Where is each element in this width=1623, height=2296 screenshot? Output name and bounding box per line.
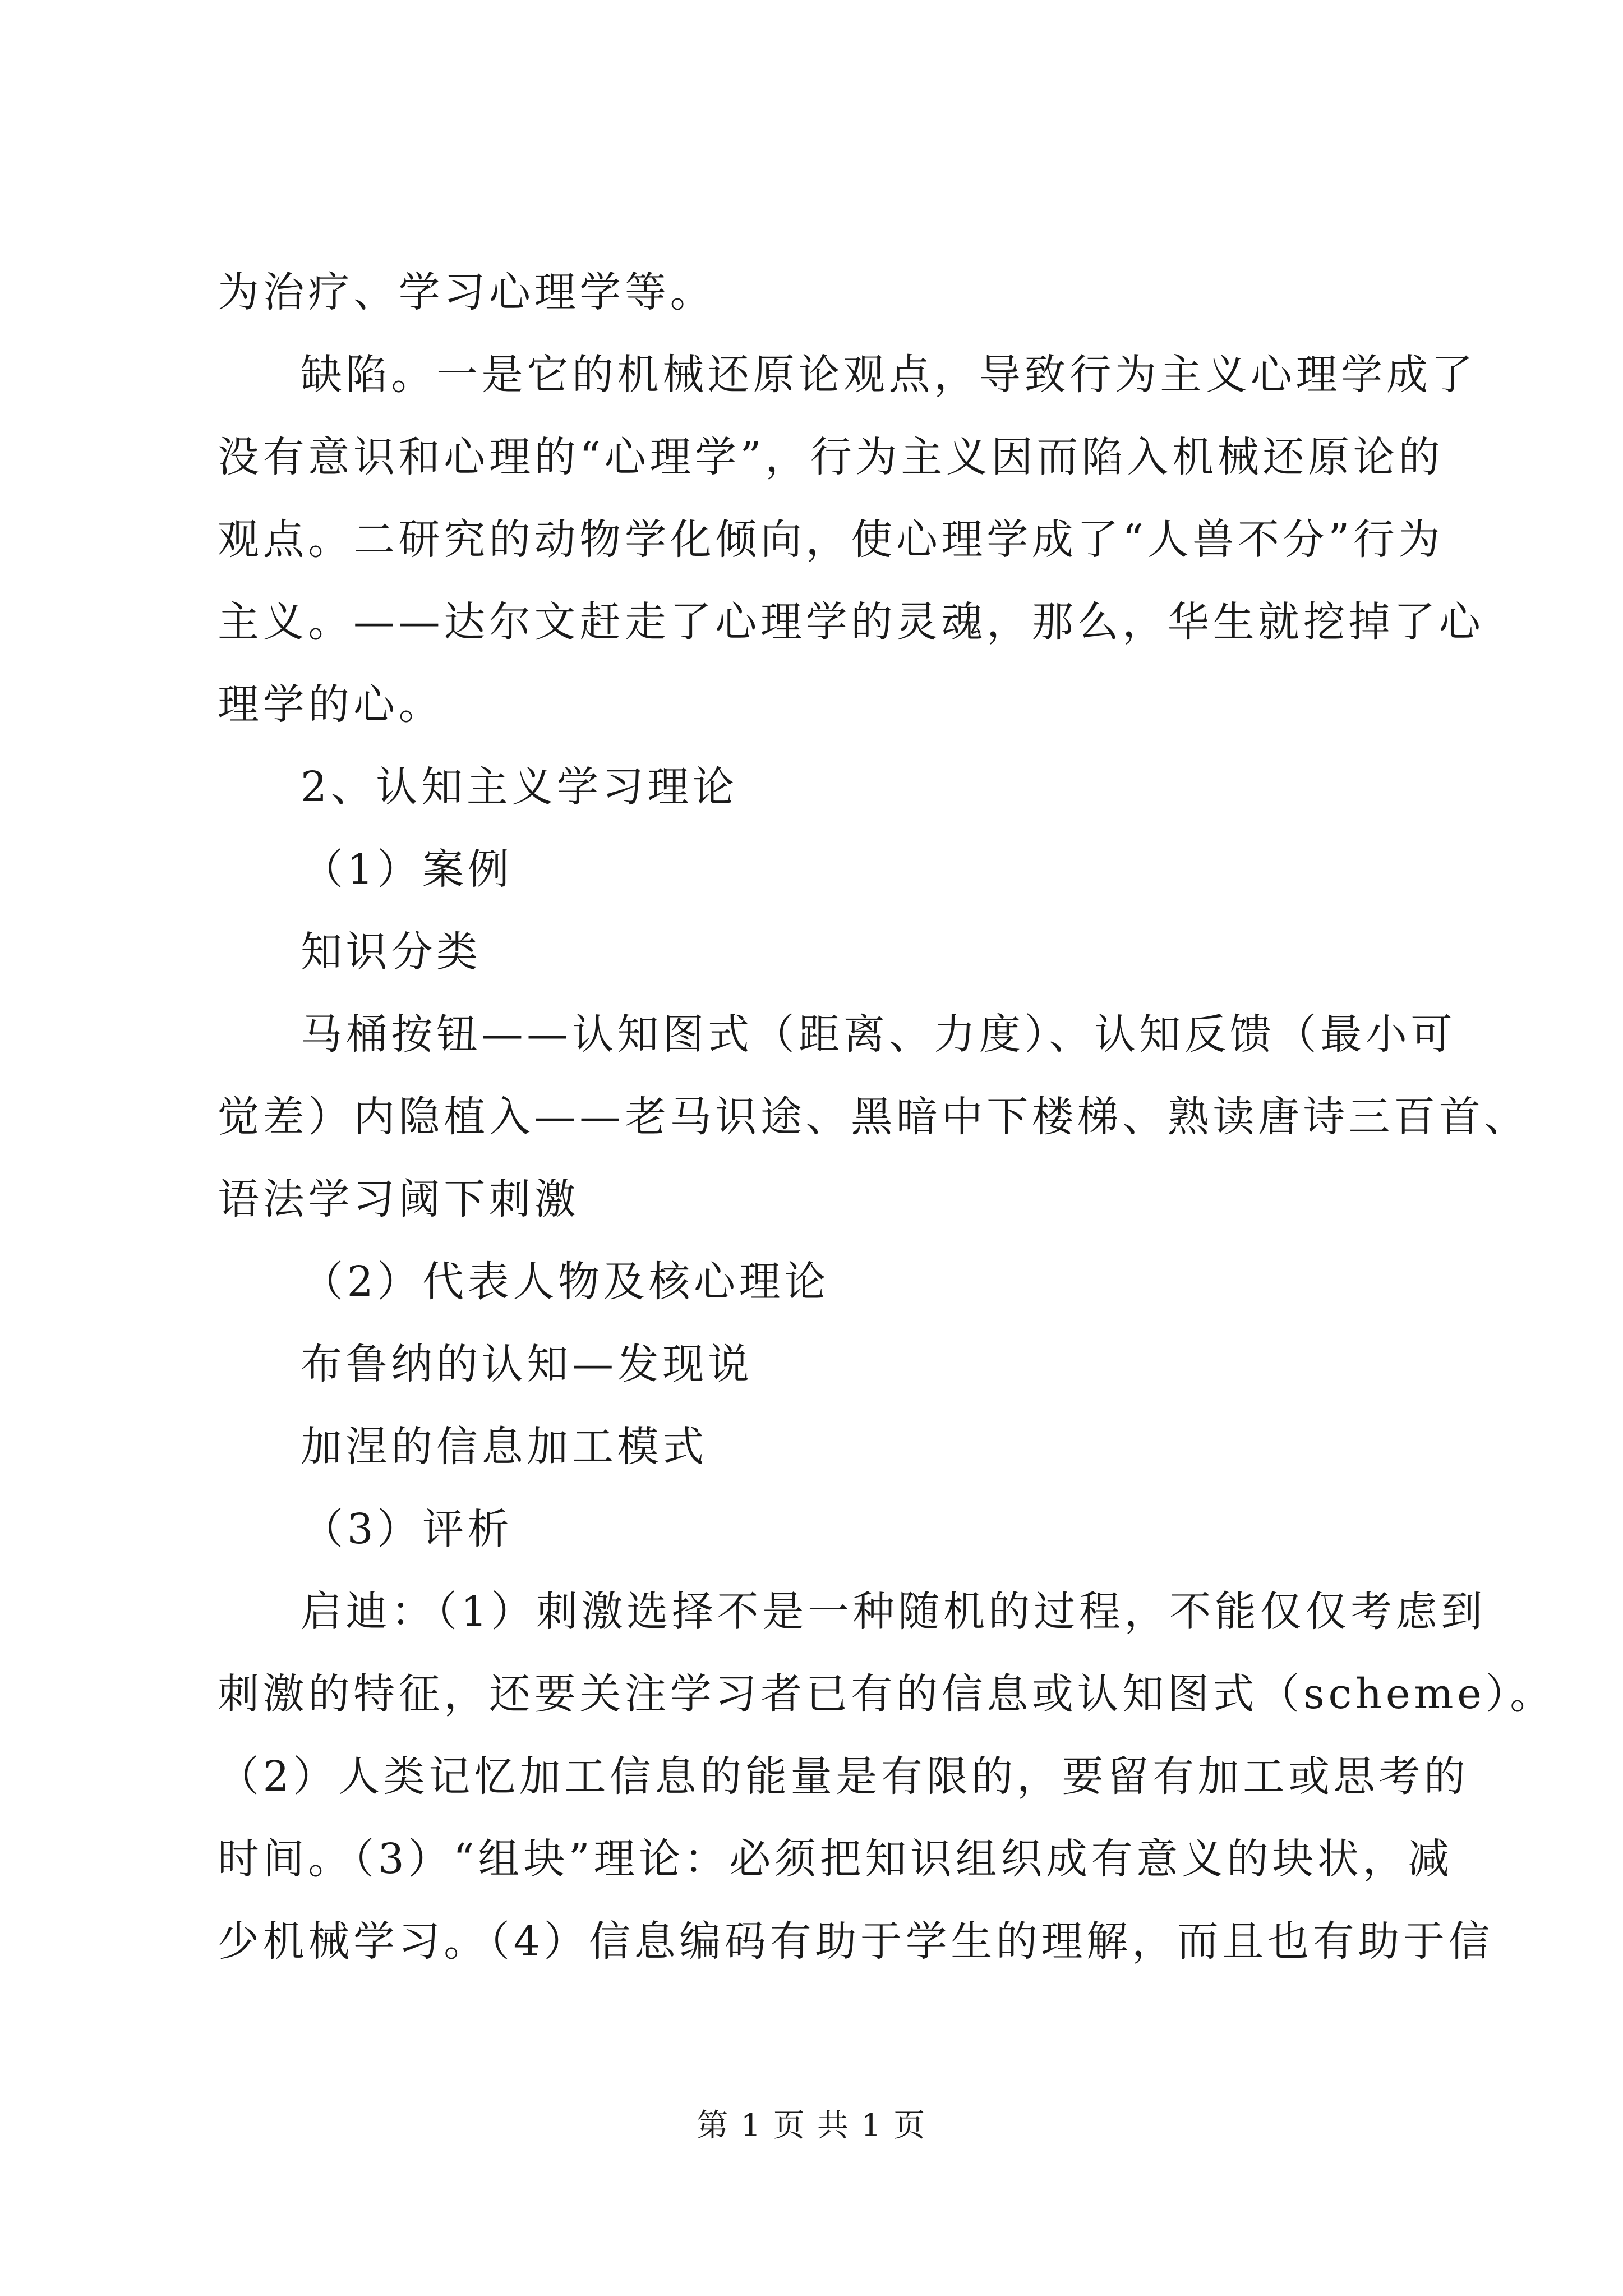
text-line: 语法学习阈下刺激 bbox=[218, 1175, 580, 1223]
text-line: 为治疗、学习心理学等。 bbox=[218, 268, 716, 316]
text-line: 观点。二研究的动物学化倾向，使心理学成了“人兽不分”行为 bbox=[218, 516, 1444, 564]
text-line: 知识分类 bbox=[301, 928, 482, 976]
subsection-heading: （1）案例 bbox=[302, 845, 513, 894]
subsection-heading: （3）评析 bbox=[302, 1505, 513, 1553]
text-line: 刺激的特征，还要关注学习者已有的信息或认知图式（scheme）。 bbox=[218, 1670, 1555, 1718]
subsection-heading: （2）代表人物及核心理论 bbox=[302, 1258, 829, 1306]
text-line: 时间。（3）“组块”理论：必须把知识组织成有意义的块状，减 bbox=[218, 1835, 1453, 1883]
page-footer: 第 1 页 共 1 页 bbox=[697, 2108, 926, 2144]
text-line: 马桶按钮——认知图式（距离、力度）、认知反馈（最小可 bbox=[301, 1010, 1456, 1059]
text-line: （2）人类记忆加工信息的能量是有限的，要留有加工或思考的 bbox=[218, 1752, 1469, 1801]
text-line: 启迪：（1）刺激选择不是一种随机的过程，不能仅仅考虑到 bbox=[301, 1588, 1486, 1636]
text-line: 缺陷。一是它的机械还原论观点，导致行为主义心理学成了 bbox=[301, 351, 1477, 399]
section-heading: 2、认知主义学习理论 bbox=[301, 763, 738, 811]
text-line: 没有意识和心理的“心理学”，行为主义因而陷入机械还原论的 bbox=[218, 433, 1444, 481]
text-line: 主义。——达尔文赶走了心理学的灵魂，那么，华生就挖掉了心 bbox=[218, 598, 1484, 646]
text-line: 加涅的信息加工模式 bbox=[301, 1423, 708, 1471]
text-line: 布鲁纳的认知—发现说 bbox=[301, 1340, 753, 1388]
document-body bbox=[218, 251, 1555, 1983]
text-line: 觉差）内隐植入——老马识途、黑暗中下楼梯、熟读唐诗三百首、 bbox=[218, 1093, 1530, 1141]
text-line: 少机械学习。（4）信息编码有助于学生的理解，而且也有助于信 bbox=[218, 1917, 1494, 1966]
text-line: 理学的心。 bbox=[218, 680, 444, 729]
